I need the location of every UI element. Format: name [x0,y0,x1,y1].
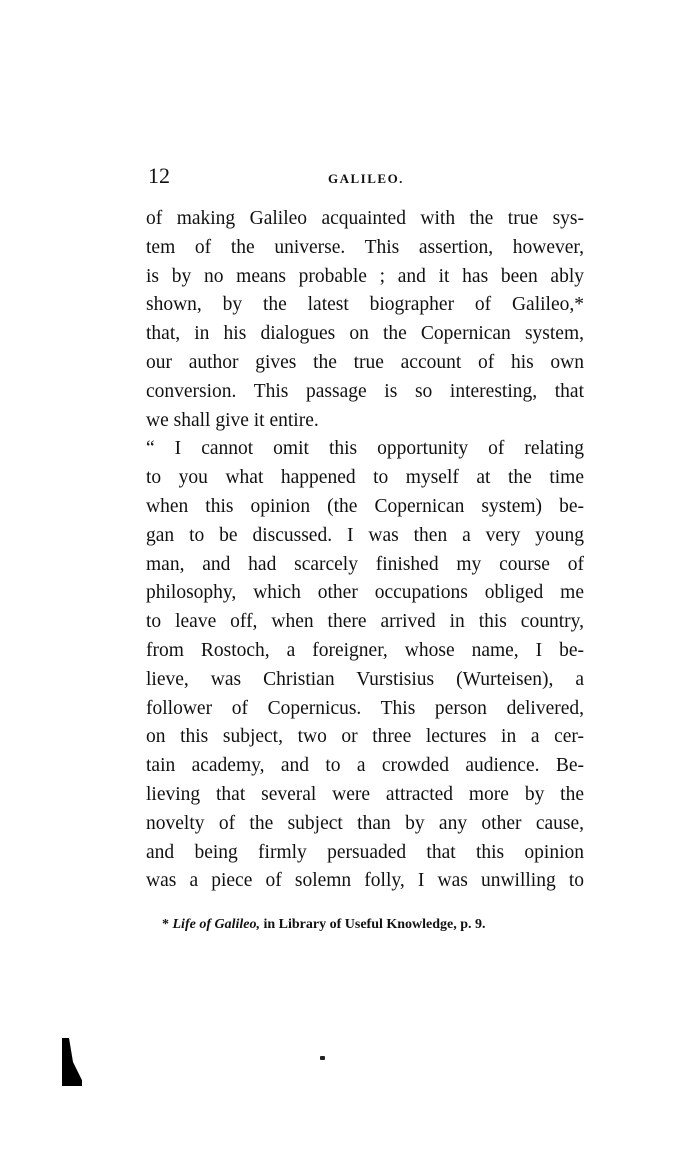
body-text [146,205,584,896]
text-line: lieve, was Christian Vurstisius (Wurteisen), a [146,668,584,690]
text-line: from Rostoch, a foreigner, whose name, I be- [146,639,584,661]
text-line: philosophy, which other occupations obliged me [146,582,584,604]
footnote-title: Life of Galileo, [172,917,260,932]
scan-artifact-mark [62,1038,82,1086]
text-line: of making Galileo acquainted with the true sys- [146,208,584,229]
text-line: was a piece of solemn folly, I was unwilling to [146,870,584,892]
text-line: to you what happened to myself at the time [146,467,584,489]
text-line: we shall give it entire. [146,409,319,431]
footnote-source: in Library of Useful Knowledge, p. 9. [259,917,486,932]
text-line: follower of Copernicus. This person delivered, [146,697,584,719]
text-line: tem of the universe. This assertion, however, [146,236,584,258]
text-line: our author gives the true account of his own [146,351,584,373]
text-line: tain academy, and to a crowded audience. Be- [146,755,584,777]
scan-artifact-dot [320,1056,325,1060]
text-line: and being firmly persuaded that this opinion [146,841,584,863]
text-line: on this subject, two or three lectures in a cer- [146,726,584,748]
text-line: is by no means probable ; and it has been ably [146,265,584,287]
text-line: man, and had scarcely finished my course of [146,553,584,575]
text-line: lieving that several were attracted more by the [146,783,584,805]
running-title: GALILEO. [328,171,404,186]
text-line: conversion. This passage is so interesting, that [146,380,584,402]
text-line: when this opinion (the Copernican system) be- [146,495,584,517]
text-line: “ I cannot omit this opportunity of relating [146,438,584,460]
footnote-marker: * [162,917,169,932]
text-line: novelty of the subject than by any other cause, [146,812,584,834]
text-line: that, in his dialogues on the Copernican system, [146,323,584,345]
text-line: shown, by the latest biographer of Galileo,* [146,294,584,316]
text-line: to leave off, when there arrived in this country, [146,611,584,633]
text-line: gan to be discussed. I was then a very young [146,524,584,546]
page-number: 12 [148,163,170,188]
footnote [162,917,486,933]
